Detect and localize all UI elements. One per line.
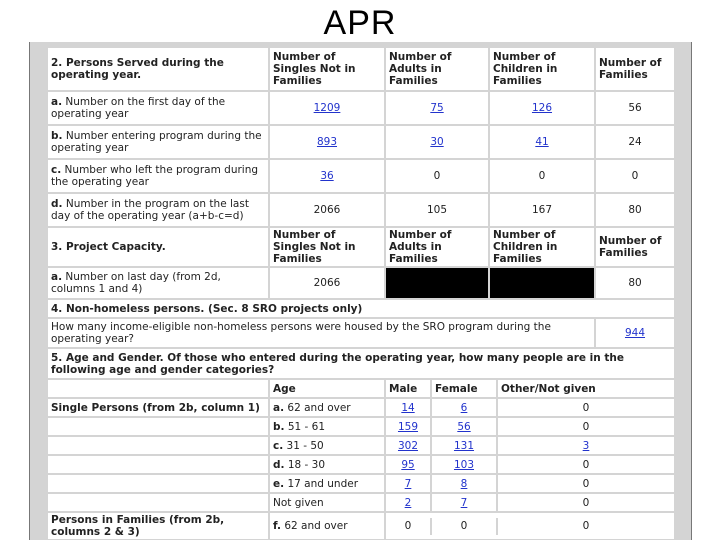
other-value: 0 [497,475,674,492]
col-adults-header: Number of Adults in Families [386,48,488,90]
table-row [48,268,674,298]
other-value: 0 [497,518,674,535]
children-link[interactable]: 41 [490,126,594,158]
group-singles-label: Single Persons (from 2b, column 1) [48,399,268,416]
female-link[interactable]: 103 [431,456,497,473]
section2-header-row [48,48,674,90]
table-row [48,437,674,454]
row-label: b. Number entering program during the operating year [48,126,268,158]
gender-header-table [386,380,674,397]
blank-cell [48,380,268,397]
age-header-row [48,380,674,397]
gender-values [386,456,674,473]
gender-values [386,475,674,492]
row-label: c. Number who left the program during the operating year [48,160,268,192]
section4-header-row [48,300,674,317]
age-label: e. 17 and under [270,475,384,492]
table-row [48,319,674,347]
female-value: 0 [431,518,497,535]
col-age-header: Age [270,380,384,397]
singles-link[interactable]: 1209 [270,92,384,124]
table-row [48,194,674,226]
sro-value-link[interactable]: 944 [596,319,674,347]
table-row [48,126,674,158]
blank-cell [48,437,268,454]
adults-link[interactable]: 30 [386,126,488,158]
singles-value: 2066 [270,194,384,226]
age-label: Not given [270,494,384,511]
male-value: 0 [386,518,431,535]
female-link[interactable]: 8 [431,475,497,492]
col-male-header: Male [386,380,431,397]
families-value: 80 [596,194,674,226]
col-families-header: Number of Families [596,48,674,90]
section4-title: 4. Non-homeless persons. (Sec. 8 SRO projects only) [48,300,674,317]
families-value: 24 [596,126,674,158]
sro-question: How many income-eligible non-homeless persons were housed by the SRO program during the operating year? [48,319,594,347]
row-label: a. Number on the first day of the operating year [48,92,268,124]
section3-title: 3. Project Capacity. [48,228,268,266]
families-value: 56 [596,92,674,124]
female-link[interactable]: 56 [431,418,497,435]
adults-value: 105 [386,194,488,226]
blank-cell [48,418,268,435]
table-row [48,475,674,492]
gender-values [386,437,674,454]
table-row [48,494,674,511]
other-link[interactable]: 3 [497,437,674,454]
table-row [48,92,674,124]
age-label: b. 51 - 61 [270,418,384,435]
children-link[interactable]: 126 [490,92,594,124]
age-label: d. 18 - 30 [270,456,384,473]
section3-header-row [48,228,674,266]
row-label: a. Number on last day (from 2d, columns 1 and 4) [48,268,268,298]
section2-title: 2. Persons Served during the operating year. [48,48,268,90]
gender-values [386,418,674,435]
singles-link[interactable]: 36 [270,160,384,192]
table-row [48,399,674,416]
male-link[interactable]: 14 [386,399,431,416]
col-adults-header: Number of Adults in Families [386,228,488,266]
row-label: d. Number in the program on the last day of the operating year (a+b-c=d) [48,194,268,226]
families-value: 80 [596,268,674,298]
apr-table [46,46,676,540]
masked-cell [386,268,488,298]
children-value: 167 [490,194,594,226]
table-row [48,160,674,192]
blank-cell [48,456,268,473]
table-row [48,456,674,473]
blank-cell [48,475,268,492]
col-singles-header: Number of Singles Not in Families [270,228,384,266]
gender-values [386,399,674,416]
other-value: 0 [497,418,674,435]
col-singles-header: Number of Singles Not in Families [270,48,384,90]
female-link[interactable]: 131 [431,437,497,454]
apr-report-frame [29,42,692,540]
slide-title: APR [323,4,397,42]
adults-link[interactable]: 75 [386,92,488,124]
female-link[interactable]: 7 [431,494,497,511]
col-female-header: Female [431,380,497,397]
table-row [48,418,674,435]
gender-header-group [386,380,674,397]
section5-title: 5. Age and Gender. Of those who entered during the operating year, how many people are in the following age and gender categories? [48,349,674,378]
female-link[interactable]: 6 [431,399,497,416]
col-children-header: Number of Children in Families [490,48,594,90]
adults-value: 0 [386,160,488,192]
other-value: 0 [497,399,674,416]
masked-cell [490,268,594,298]
male-link[interactable]: 7 [386,475,431,492]
children-value: 0 [490,160,594,192]
male-link[interactable]: 2 [386,494,431,511]
singles-value: 2066 [270,268,384,298]
blank-cell [48,494,268,511]
col-other-header: Other/Not given [497,380,674,397]
other-value: 0 [497,494,674,511]
singles-link[interactable]: 893 [270,126,384,158]
male-link[interactable]: 95 [386,456,431,473]
col-families-header: Number of Families [596,228,674,266]
age-label: f. 62 and over [270,513,384,539]
table-row [48,513,674,539]
male-link[interactable]: 302 [386,437,431,454]
gender-values [386,494,674,511]
age-label: c. 31 - 50 [270,437,384,454]
col-children-header: Number of Children in Families [490,228,594,266]
section5-header-row [48,349,674,378]
male-link[interactable]: 159 [386,418,431,435]
gender-values [386,513,674,539]
families-value: 0 [596,160,674,192]
other-value: 0 [497,456,674,473]
group-families-label: Persons in Families (from 2b, columns 2 & 3) [48,513,268,539]
age-label: a. 62 and over [270,399,384,416]
